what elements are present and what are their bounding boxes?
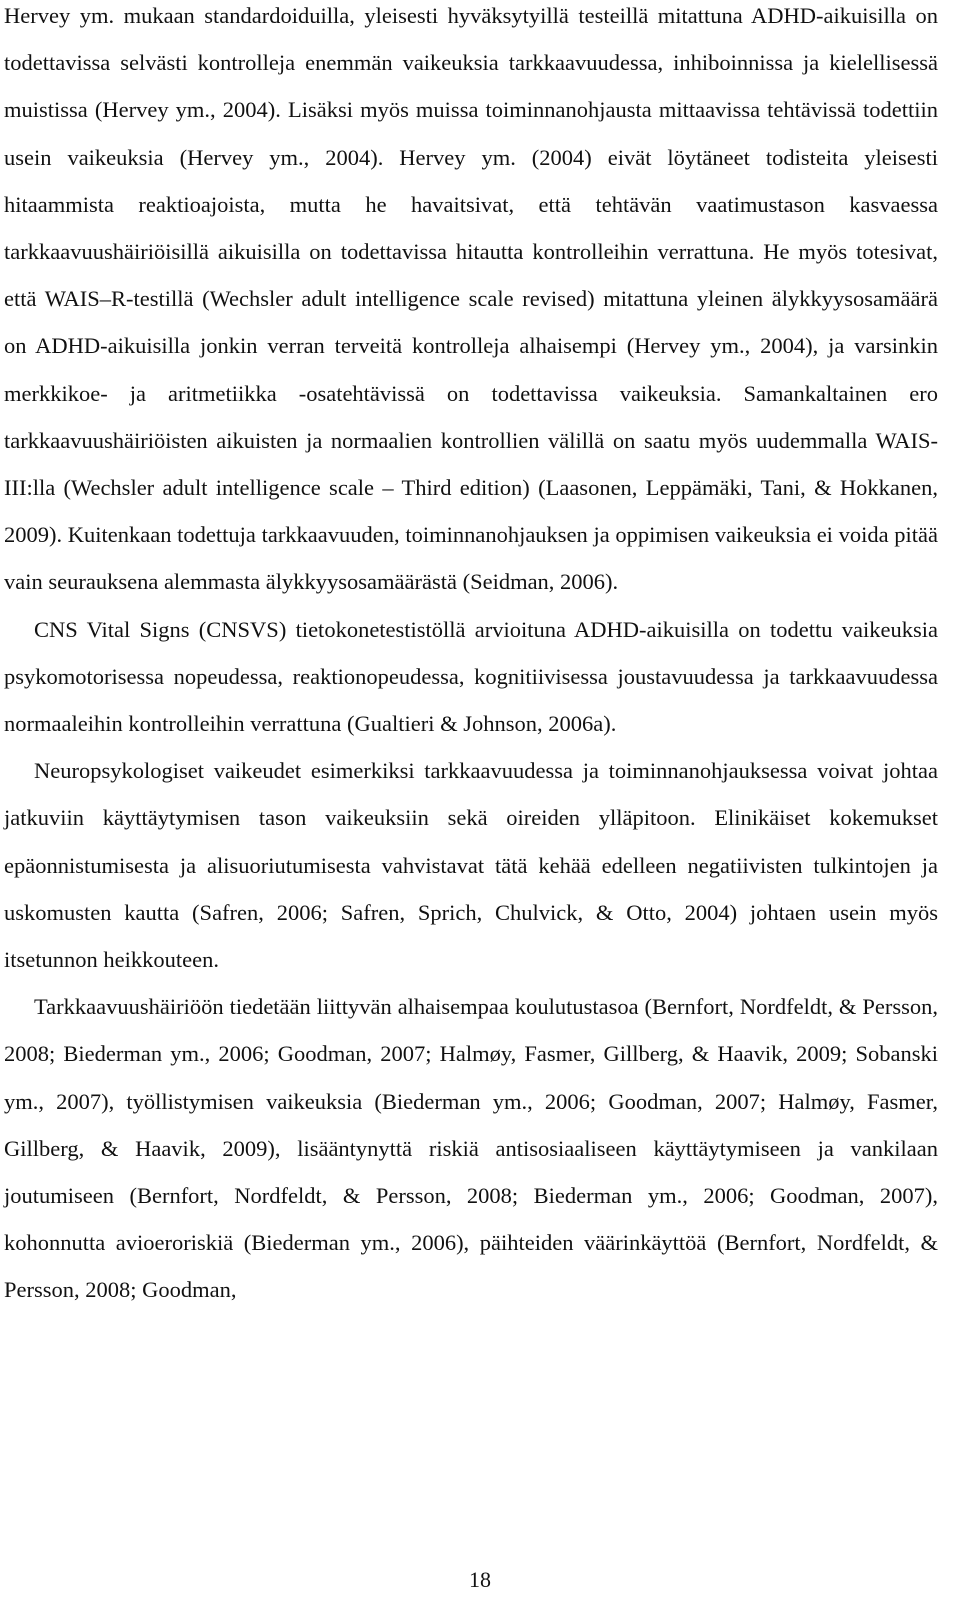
page-number: 18 xyxy=(469,1567,491,1592)
paragraph-2: CNS Vital Signs (CNSVS) tietokonetestistöllä arvioituna ADHD-aikuisilla on todettu vaikeuksia psykomotorisessa nopeudessa, reaktionopeudessa, kognitiivisessa joustavuudessa ja tarkkaavuudessa normaaleihin kontrolleihin verrattuna (Gualtieri & Johnson, 2006a). xyxy=(4,616,938,737)
paragraph-4: Tarkkaavuushäiriöön tiedetään liittyvän alhaisempaa koulutustasoa (Bernfort, Nordfeldt, & Persson, 2008; Biederman ym., 2006; Goodman, 2007; Halmøy, Fasmer, Gillberg, & Haavik, 2009; Sobanski ym., 2007), työllistymisen vaikeuksia (Biederman ym., 2006; Goodman, 2007; Halmøy, Fasmer, Gillberg, & Haavik, 2009), lisääntynyttä riskiä antisosiaaliseen käyttäytymiseen ja vankilaan joutumiseen (Bernfort, Nordfeldt, & Persson, 2008; Biederman ym., 2006; Goodman, 2007), kohonnutta avioeroriskiä (Biederman ym., 2006), päihteiden väärinkäyttöä (Bernfort, Nordfeldt, & Persson, 2008; Goodman, xyxy=(4,994,938,1303)
paragraph-1: Hervey ym. mukaan standardoiduilla, yleisesti hyväksytyillä testeillä mitattuna ADHD-aikuisilla on todettavissa selvästi kontrolleja enemmän vaikeuksia tarkkaavuudessa, inhiboinnissa ja kielellisessä muistissa (Hervey ym., 2004). Lisäksi myös muissa toiminnanohjausta mittaavissa tehtävissä todettiin usein vaikeuksia (Hervey ym., 2004). Hervey ym. (2004) eivät löytäneet todisteita yleisesti hitaammista reaktioajoista, mutta he havaitsivat, että tehtävän vaatimustason kasvaessa tarkkaavuushäiriöisillä aikuisilla on todettavissa hitautta kontrolleihin verrattuna. He myös totesivat, että WAIS–R-testillä (Wechsler adult intelligence scale revised) mitattuna yleinen älykkyysosamäärä on ADHD-aikuisilla jonkin verran terveitä kontrolleja alhaisempi (Hervey ym., 2004), ja varsinkin merkkikoe- ja aritmetiikka -osatehtävissä on todettavissa vaikeuksia. Samankaltainen ero tarkkaavuushäiriöisten aikuisten ja normaalien kontrollien välillä on saatu myös uudemmalla WAIS-III:lla (Wechsler adult intelligence scale – Third edition) (Laasonen, Leppämäki, Tani, & Hokkanen, 2009). Kuitenkaan todettuja tarkkaavuuden, toiminnanohjauksen ja oppimisen vaikeuksia ei voida pitää vain seurauksena alemmasta älykkyysosamäärästä (Seidman, 2006). xyxy=(4,3,938,595)
paragraph-3: Neuropsykologiset vaikeudet esimerkiksi tarkkaavuudessa ja toiminnanohjauksessa voivat johtaa jatkuviin käyttäytymisen tason vaikeuksiin sekä oireiden ylläpitoon. Elinikäiset kokemukset epäonnistumisesta ja alisuoriutumisesta vahvistavat tätä kehää edelleen negatiivisten tulkintojen ja uskomusten kautta (Safren, 2006; Safren, Sprich, Chulvick, & Otto, 2004) johtaen usein myös itsetunnon heikkouteen. xyxy=(4,758,938,973)
body-text xyxy=(4,0,938,1314)
